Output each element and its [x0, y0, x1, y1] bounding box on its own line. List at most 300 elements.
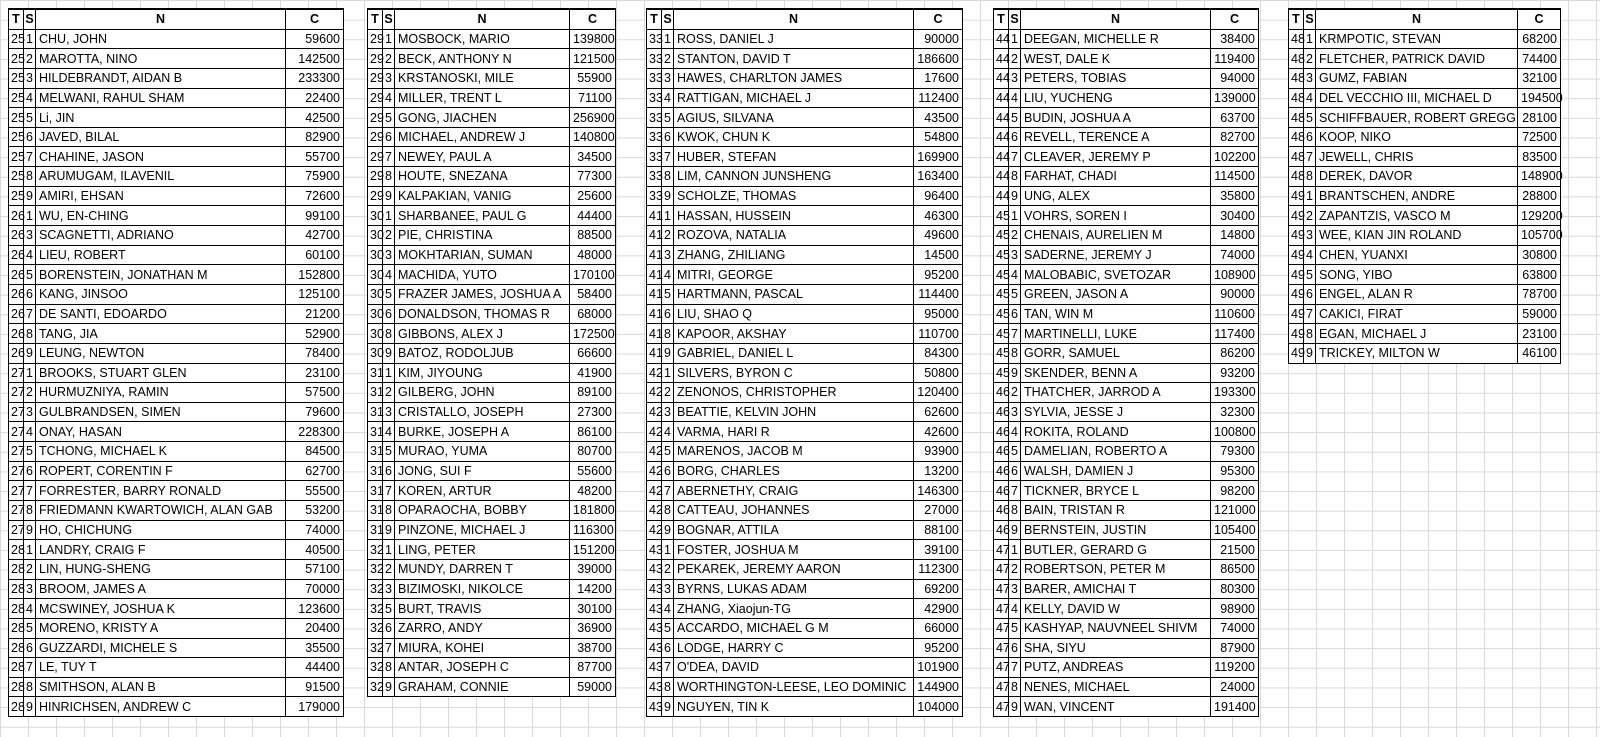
cell-s[interactable]: 8: [1009, 677, 1021, 697]
cell-s[interactable]: 4: [662, 265, 674, 285]
cell-c[interactable]: 142500: [286, 49, 344, 69]
cell-c[interactable]: 94000: [1211, 68, 1259, 88]
cell-s[interactable]: 9: [383, 677, 395, 697]
cell-t[interactable]: 31: [368, 520, 383, 540]
cell-c[interactable]: 28800: [1518, 186, 1561, 206]
cell-s[interactable]: 6: [662, 638, 674, 658]
cell-t[interactable]: 28: [9, 697, 24, 717]
cell-c[interactable]: 233300: [286, 68, 344, 88]
cell-s[interactable]: 5: [1009, 284, 1021, 304]
cell-c[interactable]: 14200: [570, 579, 616, 599]
cell-name[interactable]: GULBRANDSEN, SIMEN: [36, 402, 286, 422]
cell-name[interactable]: ZHANG, Xiaojun-TG: [674, 599, 914, 619]
cell-s[interactable]: 9: [1009, 520, 1021, 540]
cell-c[interactable]: 17600: [914, 68, 963, 88]
cell-s[interactable]: 4: [383, 88, 395, 108]
cell-name[interactable]: KANG, JINSOO: [36, 284, 286, 304]
cell-c[interactable]: 30400: [1211, 206, 1259, 226]
cell-c[interactable]: 86200: [1211, 343, 1259, 363]
cell-name[interactable]: BIZIMOSKI, NIKOLCE: [395, 579, 570, 599]
cell-name[interactable]: DONALDSON, THOMAS R: [395, 304, 570, 324]
cell-t[interactable]: 29: [368, 108, 383, 128]
cell-c[interactable]: 152800: [286, 265, 344, 285]
cell-c[interactable]: 21500: [1211, 540, 1259, 560]
cell-t[interactable]: 42: [647, 402, 662, 422]
cell-c[interactable]: 49600: [914, 226, 963, 246]
cell-c[interactable]: 80300: [1211, 579, 1259, 599]
cell-t[interactable]: 33: [647, 127, 662, 147]
cell-s[interactable]: 2: [1304, 206, 1316, 226]
cell-c[interactable]: 53200: [286, 501, 344, 521]
cell-s[interactable]: 8: [662, 324, 674, 344]
cell-c[interactable]: 84500: [286, 442, 344, 462]
cell-s[interactable]: 9: [1009, 186, 1021, 206]
cell-t[interactable]: 29: [368, 167, 383, 187]
cell-t[interactable]: 47: [994, 697, 1009, 717]
cell-s[interactable]: 2: [383, 383, 395, 403]
cell-c[interactable]: 59000: [1518, 304, 1561, 324]
cell-s[interactable]: 7: [24, 147, 36, 167]
cell-c[interactable]: 13200: [914, 461, 963, 481]
cell-c[interactable]: 86100: [570, 422, 616, 442]
cell-c[interactable]: 32100: [1518, 68, 1561, 88]
cell-s[interactable]: 2: [1009, 559, 1021, 579]
cell-t[interactable]: 48: [1289, 68, 1304, 88]
cell-t[interactable]: 47: [994, 658, 1009, 678]
cell-s[interactable]: 7: [24, 304, 36, 324]
cell-name[interactable]: KIM, JIYOUNG: [395, 363, 570, 383]
cell-c[interactable]: 52900: [286, 324, 344, 344]
cell-c[interactable]: 256900: [570, 108, 616, 128]
cell-name[interactable]: HASSAN, HUSSEIN: [674, 206, 914, 226]
cell-c[interactable]: 21200: [286, 304, 344, 324]
cell-name[interactable]: GREEN, JASON A: [1021, 284, 1211, 304]
cell-s[interactable]: 5: [24, 108, 36, 128]
header-n[interactable]: N: [1021, 9, 1211, 29]
cell-s[interactable]: 5: [24, 442, 36, 462]
cell-t[interactable]: 42: [647, 442, 662, 462]
cell-t[interactable]: 30: [368, 226, 383, 246]
cell-c[interactable]: 75900: [286, 167, 344, 187]
cell-t[interactable]: 46: [994, 402, 1009, 422]
cell-name[interactable]: FORRESTER, BARRY RONALD: [36, 481, 286, 501]
cell-t[interactable]: 43: [647, 540, 662, 560]
cell-c[interactable]: 48200: [570, 481, 616, 501]
cell-c[interactable]: 228300: [286, 422, 344, 442]
cell-name[interactable]: HAWES, CHARLTON JAMES: [674, 68, 914, 88]
cell-c[interactable]: 55700: [286, 147, 344, 167]
cell-s[interactable]: 8: [1009, 167, 1021, 187]
cell-s[interactable]: 4: [1009, 422, 1021, 442]
cell-s[interactable]: 8: [24, 324, 36, 344]
cell-c[interactable]: 91500: [286, 677, 344, 697]
cell-s[interactable]: 7: [24, 658, 36, 678]
cell-t[interactable]: 32: [368, 579, 383, 599]
cell-c[interactable]: 23100: [1518, 324, 1561, 344]
cell-s[interactable]: 6: [1009, 304, 1021, 324]
cell-name[interactable]: MOSBOCK, MARIO: [395, 29, 570, 49]
cell-name[interactable]: ROSS, DANIEL J: [674, 29, 914, 49]
cell-c[interactable]: 27000: [914, 501, 963, 521]
cell-name[interactable]: SYLVIA, JESSE J: [1021, 402, 1211, 422]
cell-t[interactable]: 27: [9, 461, 24, 481]
cell-name[interactable]: BEATTIE, KELVIN JOHN: [674, 402, 914, 422]
cell-s[interactable]: 1: [24, 206, 36, 226]
cell-t[interactable]: 28: [9, 658, 24, 678]
cell-t[interactable]: 41: [647, 343, 662, 363]
header-n[interactable]: N: [1316, 9, 1518, 29]
cell-name[interactable]: BARER, AMICHAI T: [1021, 579, 1211, 599]
cell-t[interactable]: 41: [647, 206, 662, 226]
cell-name[interactable]: CLEAVER, JEREMY P: [1021, 147, 1211, 167]
cell-c[interactable]: 74000: [1211, 618, 1259, 638]
cell-t[interactable]: 49: [1289, 284, 1304, 304]
cell-s[interactable]: 8: [1009, 501, 1021, 521]
cell-s[interactable]: 9: [662, 186, 674, 206]
cell-t[interactable]: 47: [994, 599, 1009, 619]
cell-s[interactable]: 6: [1009, 127, 1021, 147]
cell-t[interactable]: 27: [9, 520, 24, 540]
cell-name[interactable]: SCAGNETTI, ADRIANO: [36, 226, 286, 246]
cell-t[interactable]: 28: [9, 638, 24, 658]
cell-name[interactable]: LEUNG, NEWTON: [36, 343, 286, 363]
cell-c[interactable]: 93900: [914, 442, 963, 462]
cell-s[interactable]: 2: [1009, 226, 1021, 246]
cell-name[interactable]: ROPERT, CORENTIN F: [36, 461, 286, 481]
cell-t[interactable]: 41: [647, 265, 662, 285]
cell-name[interactable]: WU, EN-CHING: [36, 206, 286, 226]
cell-s[interactable]: 3: [1009, 402, 1021, 422]
cell-name[interactable]: STANTON, DAVID T: [674, 49, 914, 69]
cell-t[interactable]: 44: [994, 108, 1009, 128]
cell-s[interactable]: 6: [383, 127, 395, 147]
cell-t[interactable]: 31: [368, 481, 383, 501]
cell-c[interactable]: 77300: [570, 167, 616, 187]
cell-name[interactable]: HOUTE, SNEZANA: [395, 167, 570, 187]
cell-t[interactable]: 31: [368, 383, 383, 403]
cell-name[interactable]: MALOBABIC, SVETOZAR: [1021, 265, 1211, 285]
cell-name[interactable]: MILLER, TRENT L: [395, 88, 570, 108]
header-s[interactable]: S: [662, 9, 674, 29]
header-c[interactable]: C: [570, 9, 616, 29]
cell-t[interactable]: 49: [1289, 324, 1304, 344]
cell-s[interactable]: 2: [383, 49, 395, 69]
cell-c[interactable]: 148900: [1518, 167, 1561, 187]
cell-s[interactable]: 3: [662, 68, 674, 88]
cell-t[interactable]: 44: [994, 49, 1009, 69]
cell-t[interactable]: 33: [647, 68, 662, 88]
cell-c[interactable]: 110600: [1211, 304, 1259, 324]
cell-name[interactable]: SONG, YIBO: [1316, 265, 1518, 285]
cell-s[interactable]: 5: [1009, 618, 1021, 638]
cell-s[interactable]: 1: [383, 540, 395, 560]
cell-t[interactable]: 47: [994, 638, 1009, 658]
cell-s[interactable]: 1: [1304, 29, 1316, 49]
cell-name[interactable]: CHEN, YUANXI: [1316, 245, 1518, 265]
cell-c[interactable]: 72600: [286, 186, 344, 206]
cell-t[interactable]: 32: [368, 658, 383, 678]
cell-s[interactable]: 9: [383, 186, 395, 206]
cell-s[interactable]: 3: [383, 68, 395, 88]
cell-t[interactable]: 43: [647, 677, 662, 697]
cell-name[interactable]: RATTIGAN, MICHAEL J: [674, 88, 914, 108]
cell-c[interactable]: 140800: [570, 127, 616, 147]
cell-t[interactable]: 46: [994, 481, 1009, 501]
cell-name[interactable]: ROBERTSON, PETER M: [1021, 559, 1211, 579]
cell-t[interactable]: 41: [647, 226, 662, 246]
cell-c[interactable]: 46300: [914, 206, 963, 226]
cell-c[interactable]: 74400: [1518, 49, 1561, 69]
cell-t[interactable]: 29: [368, 147, 383, 167]
cell-c[interactable]: 20400: [286, 618, 344, 638]
cell-name[interactable]: LING, PETER: [395, 540, 570, 560]
cell-t[interactable]: 49: [1289, 245, 1304, 265]
cell-c[interactable]: 48000: [570, 245, 616, 265]
cell-c[interactable]: 108900: [1211, 265, 1259, 285]
cell-s[interactable]: 1: [24, 363, 36, 383]
cell-s[interactable]: 1: [662, 363, 674, 383]
cell-s[interactable]: 6: [1304, 127, 1316, 147]
cell-name[interactable]: ARUMUGAM, ILAVENIL: [36, 167, 286, 187]
cell-c[interactable]: 86500: [1211, 559, 1259, 579]
cell-s[interactable]: 5: [24, 618, 36, 638]
cell-name[interactable]: FARHAT, CHADI: [1021, 167, 1211, 187]
cell-s[interactable]: 4: [662, 422, 674, 442]
cell-s[interactable]: 4: [383, 422, 395, 442]
cell-s[interactable]: 8: [1304, 167, 1316, 187]
cell-t[interactable]: 44: [994, 147, 1009, 167]
cell-t[interactable]: 48: [1289, 127, 1304, 147]
cell-s[interactable]: 6: [24, 127, 36, 147]
cell-t[interactable]: 27: [9, 481, 24, 501]
cell-t[interactable]: 42: [647, 422, 662, 442]
cell-name[interactable]: AMIRI, EHSAN: [36, 186, 286, 206]
cell-t[interactable]: 46: [994, 422, 1009, 442]
cell-name[interactable]: PIE, CHRISTINA: [395, 226, 570, 246]
cell-c[interactable]: 39000: [570, 559, 616, 579]
header-n[interactable]: N: [395, 9, 570, 29]
cell-s[interactable]: 3: [1009, 68, 1021, 88]
cell-s[interactable]: 3: [1304, 68, 1316, 88]
cell-name[interactable]: PUTZ, ANDREAS: [1021, 658, 1211, 678]
cell-c[interactable]: 44400: [570, 206, 616, 226]
header-c[interactable]: C: [286, 9, 344, 29]
cell-t[interactable]: 27: [9, 422, 24, 442]
cell-t[interactable]: 46: [994, 442, 1009, 462]
cell-c[interactable]: 102200: [1211, 147, 1259, 167]
cell-s[interactable]: 6: [383, 461, 395, 481]
cell-name[interactable]: MURAO, YUMA: [395, 442, 570, 462]
cell-name[interactable]: GONG, JIACHEN: [395, 108, 570, 128]
cell-s[interactable]: 5: [1009, 442, 1021, 462]
cell-t[interactable]: 25: [9, 29, 24, 49]
cell-name[interactable]: SMITHSON, ALAN B: [36, 677, 286, 697]
cell-name[interactable]: AGIUS, SILVANA: [674, 108, 914, 128]
cell-t[interactable]: 26: [9, 284, 24, 304]
cell-s[interactable]: 3: [383, 245, 395, 265]
cell-t[interactable]: 45: [994, 206, 1009, 226]
cell-s[interactable]: 8: [1304, 324, 1316, 344]
cell-c[interactable]: 78400: [286, 343, 344, 363]
cell-name[interactable]: BRANTSCHEN, ANDRE: [1316, 186, 1518, 206]
cell-t[interactable]: 28: [9, 559, 24, 579]
cell-name[interactable]: WEST, DALE K: [1021, 49, 1211, 69]
cell-c[interactable]: 95000: [914, 304, 963, 324]
cell-name[interactable]: KASHYAP, NAUVNEEL SHIVM: [1021, 618, 1211, 638]
cell-name[interactable]: GIBBONS, ALEX J: [395, 324, 570, 344]
cell-s[interactable]: 3: [1009, 245, 1021, 265]
cell-t[interactable]: 46: [994, 383, 1009, 403]
cell-name[interactable]: ZARRO, ANDY: [395, 618, 570, 638]
cell-t[interactable]: 49: [1289, 206, 1304, 226]
cell-c[interactable]: 112400: [914, 88, 963, 108]
cell-c[interactable]: 55900: [570, 68, 616, 88]
cell-name[interactable]: VARMA, HARI R: [674, 422, 914, 442]
cell-c[interactable]: 74000: [1211, 245, 1259, 265]
cell-c[interactable]: 112300: [914, 559, 963, 579]
cell-t[interactable]: 26: [9, 343, 24, 363]
cell-t[interactable]: 30: [368, 206, 383, 226]
cell-name[interactable]: NENES, MICHAEL: [1021, 677, 1211, 697]
cell-name[interactable]: MAROTTA, NINO: [36, 49, 286, 69]
cell-s[interactable]: 3: [383, 402, 395, 422]
cell-c[interactable]: 63800: [1518, 265, 1561, 285]
cell-name[interactable]: CRISTALLO, JOSEPH: [395, 402, 570, 422]
cell-t[interactable]: 41: [647, 245, 662, 265]
cell-t[interactable]: 42: [647, 461, 662, 481]
cell-t[interactable]: 45: [994, 343, 1009, 363]
cell-c[interactable]: 90000: [914, 29, 963, 49]
cell-t[interactable]: 33: [647, 108, 662, 128]
cell-s[interactable]: 9: [662, 520, 674, 540]
cell-s[interactable]: 3: [24, 226, 36, 246]
cell-name[interactable]: GILBERG, JOHN: [395, 383, 570, 403]
cell-name[interactable]: OPARAOCHA, BOBBY: [395, 501, 570, 521]
cell-c[interactable]: 139000: [1211, 88, 1259, 108]
cell-t[interactable]: 47: [994, 579, 1009, 599]
cell-name[interactable]: FRAZER JAMES, JOSHUA A: [395, 284, 570, 304]
cell-t[interactable]: 30: [368, 304, 383, 324]
cell-t[interactable]: 31: [368, 501, 383, 521]
cell-s[interactable]: 5: [1304, 265, 1316, 285]
cell-name[interactable]: MCSWINEY, JOSHUA K: [36, 599, 286, 619]
cell-s[interactable]: 7: [662, 658, 674, 678]
cell-name[interactable]: HINRICHSEN, ANDREW C: [36, 697, 286, 717]
cell-t[interactable]: 29: [368, 127, 383, 147]
cell-s[interactable]: 5: [1009, 108, 1021, 128]
cell-c[interactable]: 79600: [286, 402, 344, 422]
cell-name[interactable]: MACHIDA, YUTO: [395, 265, 570, 285]
cell-name[interactable]: O'DEA, DAVID: [674, 658, 914, 678]
cell-t[interactable]: 32: [368, 677, 383, 697]
cell-t[interactable]: 42: [647, 383, 662, 403]
cell-c[interactable]: 70000: [286, 579, 344, 599]
cell-name[interactable]: TICKNER, BRYCE L: [1021, 481, 1211, 501]
cell-name[interactable]: HUBER, STEFAN: [674, 147, 914, 167]
cell-name[interactable]: TANG, JIA: [36, 324, 286, 344]
cell-t[interactable]: 46: [994, 461, 1009, 481]
cell-t[interactable]: 47: [994, 618, 1009, 638]
cell-c[interactable]: 35500: [286, 638, 344, 658]
cell-s[interactable]: 3: [1304, 226, 1316, 246]
cell-c[interactable]: 96400: [914, 186, 963, 206]
cell-t[interactable]: 25: [9, 108, 24, 128]
cell-c[interactable]: 78700: [1518, 284, 1561, 304]
cell-c[interactable]: 116300: [570, 520, 616, 540]
cell-s[interactable]: 8: [383, 658, 395, 678]
cell-c[interactable]: 38700: [570, 638, 616, 658]
cell-name[interactable]: FOSTER, JOSHUA M: [674, 540, 914, 560]
cell-s[interactable]: 4: [1009, 88, 1021, 108]
cell-name[interactable]: CHENAIS, AURELIEN M: [1021, 226, 1211, 246]
cell-t[interactable]: 42: [647, 481, 662, 501]
cell-s[interactable]: 3: [662, 579, 674, 599]
cell-c[interactable]: 120400: [914, 383, 963, 403]
cell-name[interactable]: GRAHAM, CONNIE: [395, 677, 570, 697]
cell-s[interactable]: 2: [24, 559, 36, 579]
header-c[interactable]: C: [1211, 9, 1259, 29]
cell-t[interactable]: 27: [9, 363, 24, 383]
cell-t[interactable]: 31: [368, 461, 383, 481]
cell-c[interactable]: 87700: [570, 658, 616, 678]
cell-s[interactable]: 2: [1304, 49, 1316, 69]
cell-name[interactable]: GORR, SAMUEL: [1021, 343, 1211, 363]
cell-c[interactable]: 123600: [286, 599, 344, 619]
cell-name[interactable]: ABERNETHY, CRAIG: [674, 481, 914, 501]
cell-t[interactable]: 43: [647, 697, 662, 717]
cell-name[interactable]: KRMPOTIC, STEVAN: [1316, 29, 1518, 49]
cell-c[interactable]: 144900: [914, 677, 963, 697]
cell-c[interactable]: 50800: [914, 363, 963, 383]
cell-s[interactable]: 6: [662, 304, 674, 324]
cell-s[interactable]: 6: [383, 304, 395, 324]
cell-t[interactable]: 45: [994, 226, 1009, 246]
cell-c[interactable]: 119400: [1211, 49, 1259, 69]
cell-t[interactable]: 45: [994, 265, 1009, 285]
cell-t[interactable]: 33: [647, 167, 662, 187]
cell-c[interactable]: 44400: [286, 658, 344, 678]
cell-name[interactable]: BORG, CHARLES: [674, 461, 914, 481]
cell-s[interactable]: 4: [383, 265, 395, 285]
cell-name[interactable]: KOOP, NIKO: [1316, 127, 1518, 147]
cell-c[interactable]: 38400: [1211, 29, 1259, 49]
cell-c[interactable]: 125100: [286, 284, 344, 304]
cell-c[interactable]: 193300: [1211, 383, 1259, 403]
cell-name[interactable]: LIU, YUCHENG: [1021, 88, 1211, 108]
cell-t[interactable]: 47: [994, 677, 1009, 697]
cell-name[interactable]: BOGNAR, ATTILA: [674, 520, 914, 540]
cell-s[interactable]: 8: [24, 167, 36, 187]
cell-c[interactable]: 82900: [286, 127, 344, 147]
cell-t[interactable]: 29: [368, 49, 383, 69]
cell-s[interactable]: 6: [1009, 638, 1021, 658]
cell-name[interactable]: GUMZ, FABIAN: [1316, 68, 1518, 88]
cell-c[interactable]: 57100: [286, 559, 344, 579]
cell-s[interactable]: 5: [383, 284, 395, 304]
cell-name[interactable]: KELLY, DAVID W: [1021, 599, 1211, 619]
cell-c[interactable]: 163400: [914, 167, 963, 187]
cell-name[interactable]: LIM, CANNON JUNSHENG: [674, 167, 914, 187]
cell-s[interactable]: 9: [1009, 363, 1021, 383]
cell-s[interactable]: 7: [383, 481, 395, 501]
cell-name[interactable]: DE SANTI, EDOARDO: [36, 304, 286, 324]
cell-s[interactable]: 9: [662, 343, 674, 363]
cell-name[interactable]: KAPOOR, AKSHAY: [674, 324, 914, 344]
cell-t[interactable]: 32: [368, 618, 383, 638]
cell-s[interactable]: 4: [24, 245, 36, 265]
cell-name[interactable]: MICHAEL, ANDREW J: [395, 127, 570, 147]
cell-name[interactable]: Li, JIN: [36, 108, 286, 128]
